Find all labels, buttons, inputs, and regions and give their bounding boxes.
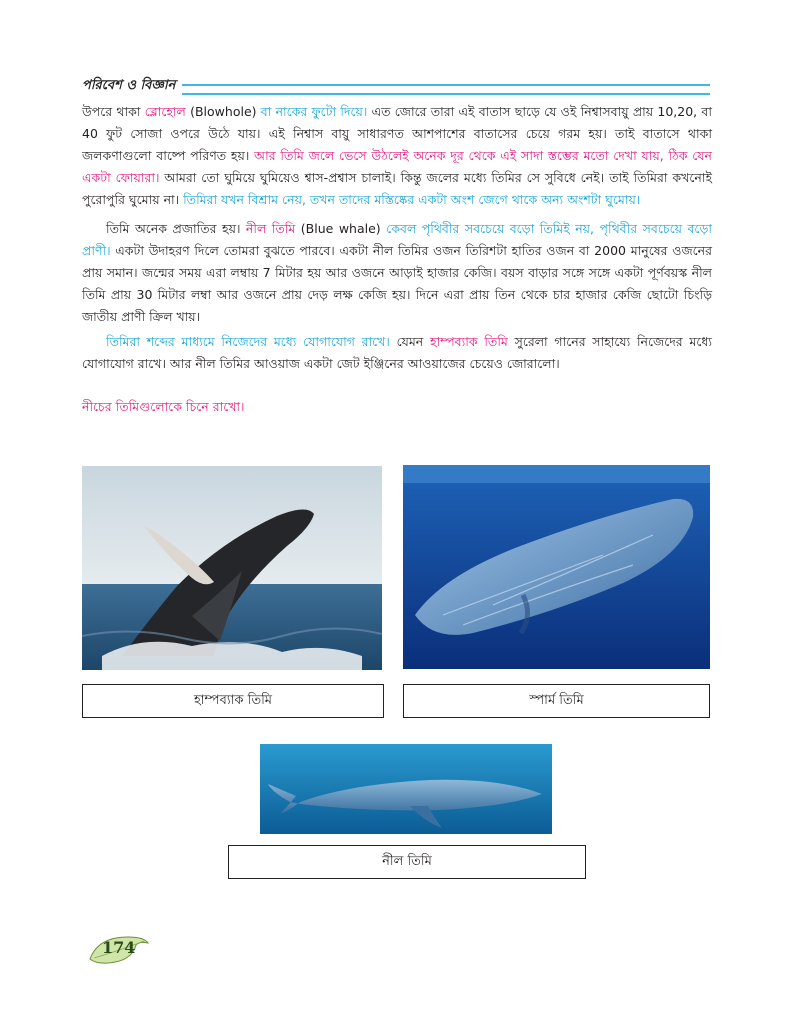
p3-text-d: সুরেলা গানের সাহায্যে নিজেদের মধ্যে যোগাযোগ রাখে। আর নীল তিমির আওয়াজ একটা জেট ইঞ্জিনের আওয়াজের চেয়েও জোরালো। [82, 334, 712, 371]
p1-text-c: (Blowhole) [185, 104, 261, 119]
p2-term-blue-whale: নীল তিমি [245, 221, 296, 236]
p1-text-g: আমরা তো ঘুমিয়ে ঘুমিয়েও শ্বাস-প্রশ্বাস চালাই। কিন্তু জলের মধ্যে তিমির সে সুবিধে নেই। তাই তিমিরা কখনোই পুরোপুরি ঘুমোয় না। [82, 170, 712, 207]
p2-text-a: তিমি অনেক প্রজাতির হয়। [106, 221, 246, 236]
p1-text-a: উপরে থাকা [82, 104, 145, 119]
sperm-whale-photo [403, 465, 710, 669]
p3-highlight-sound: তিমিরা শব্দের মাধ্যমে নিজেদের মধ্যে যোগাযোগ রাখে। [106, 334, 390, 349]
blue-whale-photo [260, 744, 552, 834]
p1-text-e: এত জোরে তারা এই বাতাস ছাড়ে যে ওই নিশ্বাসবায়ু প্রায় 10,20, বা 40 ফুট সোজা ওপরে উঠে যায়। এই নিশ্বাস বায়ু সাধারণত আশপাশের বাতাসের চেয়ে গরম হয়। তাই বাতাসে থাকা জলকণাগুলো বাষ্পে পরিণত হয়। [82, 104, 712, 163]
header-rule [182, 84, 710, 95]
p1-highlight-sleep: তিমিরা যখন বিশ্রাম নেয়, তখন তাদের মস্তিষ্কের একটা অংশ জেগে থাকে অন্য অংশটা ঘুমোয়। [183, 192, 641, 207]
p2-text-e: একটা উদাহরণ দিলে তোমরা বুঝতে পারবে। একটা নীল তিমির ওজন তিরিশটা হাতির ওজন বা 2000 মানুষের ওজনের প্রায় সমান। জন্মের সময় এরা লম্বায় 7 মিটার হয় আর ওজনে আড়াই হাজার কেজি। বয়স বাড়ার সঙ্গে সঙ্গে একটা পূর্ণবয়স্ক নীল তিমি প্রায় 30 মিটার লম্বা আর ওজনে প্রায় দেড় লক্ষ কেজি হয়। দিনে এরা প্রায় তিন থেকে চার হাজার কেজি ছোটো চিংড়ি জাতীয় প্রাণী ক্রিল খায়। [82, 243, 712, 324]
paragraph-blowhole [82, 101, 712, 211]
p2-text-c: (Blue whale) [295, 221, 387, 236]
p1-term-blowhole: ব্লোহোল [144, 104, 186, 119]
p1-highlight-nose: বা নাকের ফুটো দিয়ে। [260, 104, 368, 119]
p1-highlight-fountain: আর তিমি জলে ভেসে উঠলেই অনেক দূর থেকে এই সাদা স্তম্ভের মতো দেখা যায়, ঠিক যেন একটা ফোয়ারা। [82, 148, 712, 185]
page-number: 174 [102, 938, 136, 957]
blue-whale-label: নীল তিমি [228, 845, 586, 879]
humpback-whale-photo [82, 466, 382, 670]
p2-highlight-largest: কেবল পৃথিবীর সবচেয়ে বড়ো তিমিই নয়, পৃথিবীর সবচেয়ে বড়ো প্রাণী। [82, 221, 713, 258]
instruction-text: নীচের তিমিগুলোকে চিনে রাখো। [82, 399, 245, 414]
page-header [82, 72, 710, 102]
humpback-label: হাম্পব্যাক তিমি [82, 684, 384, 718]
sperm-label: স্পার্ম তিমি [403, 684, 710, 718]
p3-term-humpback: হাম্পব্যাক তিমি [430, 334, 508, 349]
paragraph-blue-whale [82, 218, 712, 328]
p3-text-b: যেমন [389, 334, 430, 349]
header-title: পরিবেশ ও বিজ্ঞান [82, 78, 176, 93]
paragraph-communication [82, 331, 712, 375]
page-number-badge [88, 931, 152, 967]
